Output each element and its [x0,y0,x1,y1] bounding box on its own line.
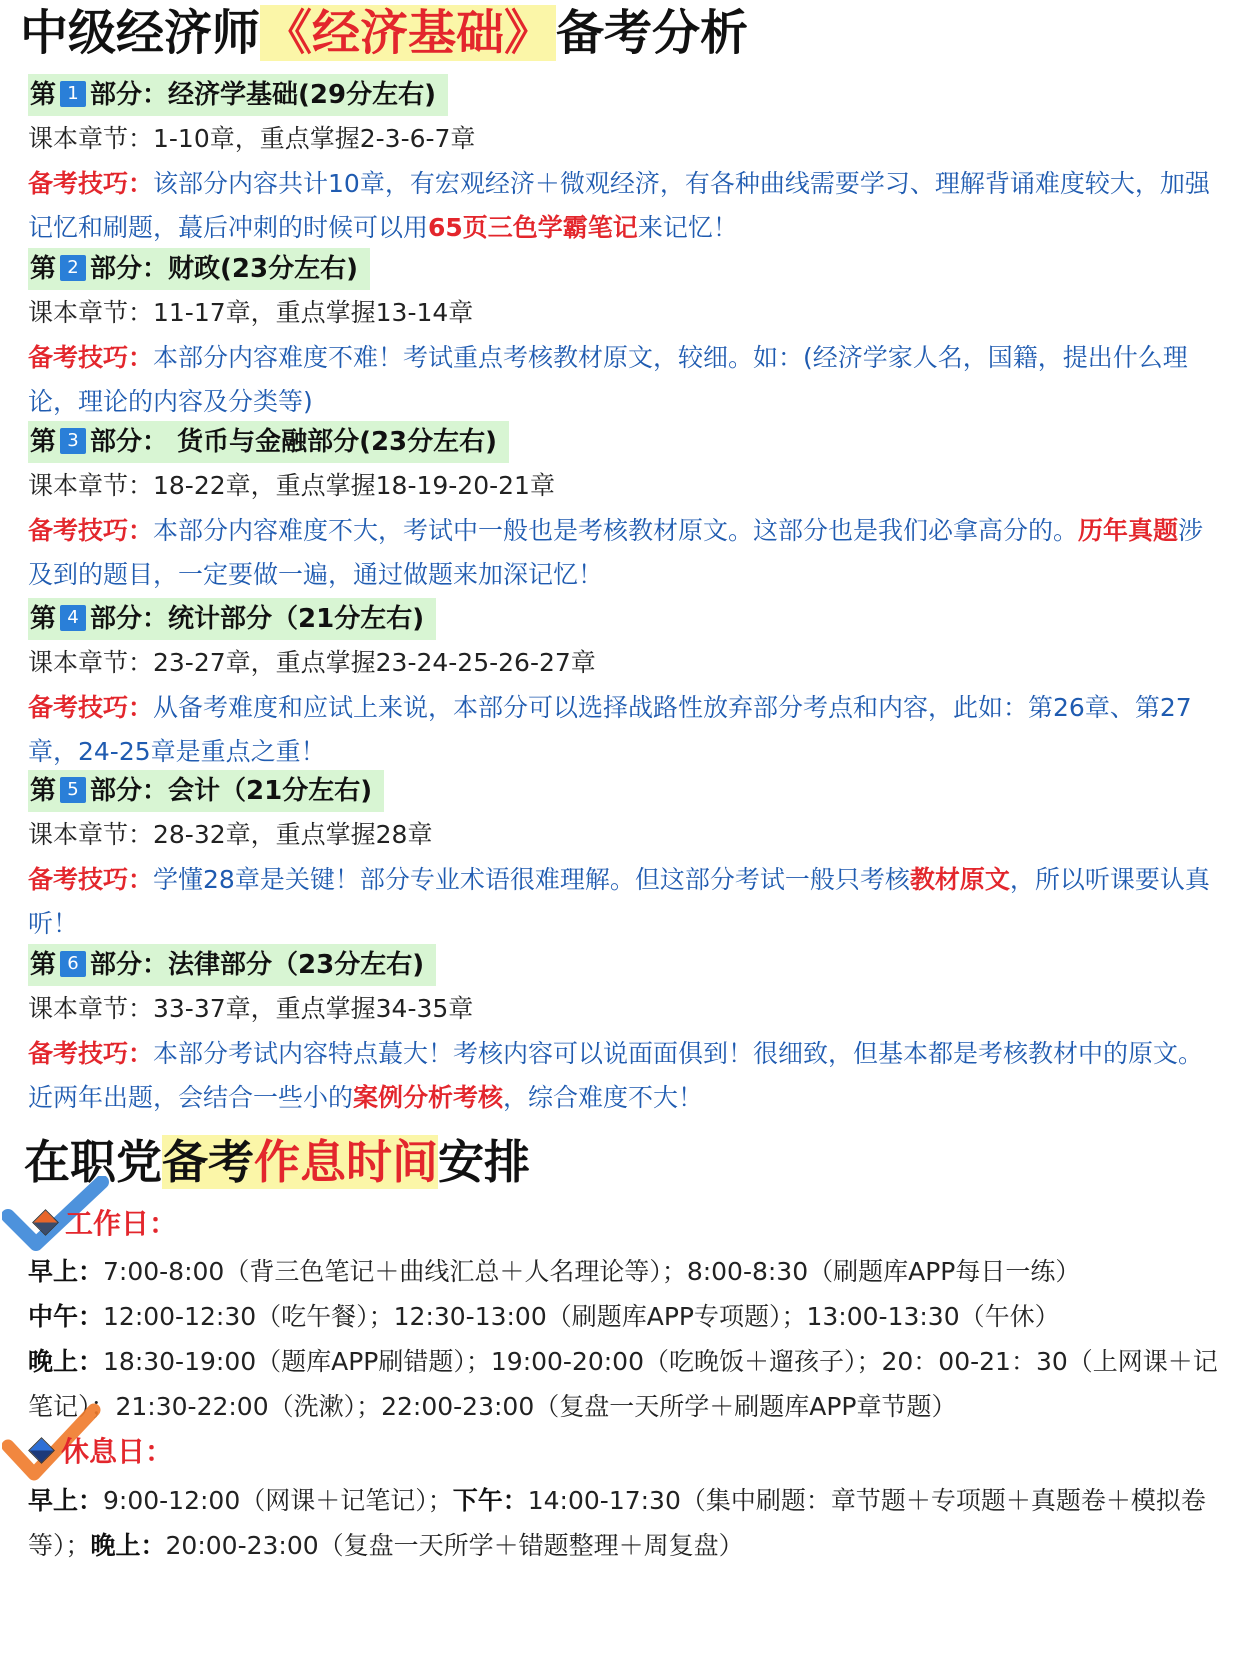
section-6 [28,944,1228,1120]
section-3 [28,421,1228,597]
number-badge-icon: 6 [60,951,86,977]
section-2 [28,248,1228,424]
tip-text-end: 涉及到的题目，一定要做一遍，通过做题来加深记忆！ [28,516,1204,589]
chapters-line: 课本章节：28-32章，重点掌握28章 [28,820,433,849]
tip-label: 备考技巧： [28,865,154,894]
chapters-line: 课本章节：11-17章，重点掌握13-14章 [28,298,474,327]
workday-morning-label: 早上： [28,1257,104,1286]
study-tip [28,686,1228,774]
section-heading [28,770,384,812]
tip-text-end: 来记忆！ [637,213,738,242]
heading-prefix: 第 [30,254,57,284]
diamond-icon [32,1209,59,1236]
number-badge-icon: 3 [60,428,86,454]
chapters-line: 课本章节：1-10章，重点掌握2-3-6-7章 [28,124,476,153]
number-badge-icon: 1 [60,81,86,107]
number-badge-icon: 4 [60,605,86,631]
section-heading [28,74,448,116]
section-heading [28,598,436,640]
section-heading [28,248,370,290]
workday-morning [28,1249,1228,1294]
tip-label: 备考技巧： [28,343,154,372]
tip-label: 备考技巧： [28,1039,154,1068]
restday-evening-label: 晚上： [90,1531,166,1560]
restday-afternoon-label: 下午： [452,1486,528,1515]
tip-text-end: ，所以听课要认真听！ [28,865,1210,938]
title-suffix: 备考分析 [556,5,749,61]
heading-prefix: 第 [30,427,57,457]
workday-schedule [28,1249,1228,1429]
schedule-title-d: 安排 [438,1135,530,1189]
workday-evening-text: 18:30-19:00（题库APP刷错题）；19:00-20:00（吃晚饭＋遛孩子）；20：00-21：30（上网课＋记笔记）；21:30-22:00（洗漱）；22:00-23:00（复盘一天所学＋刷题库APP章节题） [28,1347,1218,1421]
study-tip [28,162,1228,250]
title-highlight: 《经济基础》 [260,5,556,61]
section-heading [28,421,509,463]
heading-prefix: 第 [30,950,57,980]
tip-text: 该部分内容共计10章，有宏观经济＋微观经济，有各种曲线需要学习、理解背诵难度较大，加强记忆和刷题，蕞后冲刺的时候可以用 [28,169,1210,242]
section-heading [28,944,436,986]
restday-morning-label: 早上： [28,1486,104,1515]
workday-noon-label: 中午： [28,1302,104,1331]
number-badge-icon: 2 [60,255,86,281]
restday-afternoon-text: 14:00-17:30（集中刷题：章节题＋专项题＋真题卷＋模拟卷等）； [28,1486,1206,1560]
tip-emphasis: 教材原文 [909,865,1010,894]
chapters-line: 课本章节：23-27章，重点掌握23-24-25-26-27章 [28,648,596,677]
section-1 [28,74,1228,250]
heading-text: 部分：统计部分（21分左右) [90,604,425,634]
section-5 [28,770,1228,946]
study-tip [28,858,1228,946]
tip-text: 学懂28章是关键！部分专业术语很难理解。但这部分考试一般只考核 [153,865,910,894]
schedule-title-c: 作息时间 [254,1135,438,1189]
workday-noon-text: 12:00-12:30（吃午餐）；12:30-13:00（刷题库APP专项题）；13:00-13:30（午休） [103,1302,1060,1331]
workday-evening-label: 晚上： [28,1347,104,1376]
tip-emphasis: 65页三色学霸笔记 [428,213,638,242]
heading-prefix: 第 [30,776,57,806]
study-tip [28,509,1228,597]
schedule-title-b: 备考 [162,1135,254,1189]
tip-text: 本部分内容难度不难！考试重点考核教材原文，较细。如：(经济学家人名，国籍，提出什么理论，理论的内容及分类等) [28,343,1188,416]
schedule-title-a: 在职党 [24,1135,162,1189]
chapters-line: 课本章节：18-22章，重点掌握18-19-20-21章 [28,471,555,500]
tip-text: 本部分考试内容特点蕞大！考核内容可以说面面俱到！很细致，但基本都是考核教材中的原文。近两年出题，会结合一些小的 [28,1039,1204,1112]
diamond-icon [28,1437,55,1464]
heading-text: 部分：会计（21分左右) [90,776,373,806]
tip-label: 备考技巧： [28,693,154,722]
heading-text: 部分：经济学基础(29分左右) [90,80,436,110]
heading-text: 部分：财政(23分左右) [90,254,358,284]
tip-text: 本部分内容难度不大，考试中一般也是考核教材原文。这部分也是我们必拿高分的。 [153,516,1079,545]
tip-label: 备考技巧： [28,516,154,545]
restday-morning-text: 9:00-12:00（网课＋记笔记）； [103,1486,453,1515]
workday-evening [28,1339,1228,1429]
restday-heading-text: 休息日： [61,1435,174,1468]
tip-label: 备考技巧： [28,169,154,198]
heading-text: 部分： 货币与金融部分(23分左右) [90,427,498,457]
workday-noon [28,1294,1228,1339]
heading-prefix: 第 [30,80,57,110]
restday-heading [26,1432,173,1472]
restday-evening-text: 20:00-23:00（复盘一天所学＋错题整理＋周复盘） [165,1531,744,1560]
tip-emphasis: 历年真题 [1078,516,1179,545]
heading-text: 部分：法律部分（23分左右) [90,950,425,980]
number-badge-icon: 5 [60,777,86,803]
section-4 [28,598,1228,774]
tip-text: 从备考难度和应试上来说，本部分可以选择战路性放弃部分考点和内容，此如：第26章、第27章，24-25章是重点之重！ [28,693,1192,766]
title-prefix: 中级经济师 [20,5,261,61]
workday-heading-text: 工作日： [65,1207,178,1240]
tip-emphasis: 案例分析考核 [353,1083,504,1112]
workday-morning-text: 7:00-8:00（背三色笔记＋曲线汇总＋人名理论等）；8:00-8:30（刷题库APP每日一练） [103,1257,1081,1286]
tip-text-end: ，综合难度不大！ [503,1083,704,1112]
study-tip [28,1032,1228,1120]
study-tip [28,336,1228,424]
chapters-line: 课本章节：33-37章，重点掌握34-35章 [28,994,474,1023]
workday-heading [30,1204,177,1244]
page-title [20,2,748,64]
heading-prefix: 第 [30,604,57,634]
restday-schedule [28,1478,1228,1568]
